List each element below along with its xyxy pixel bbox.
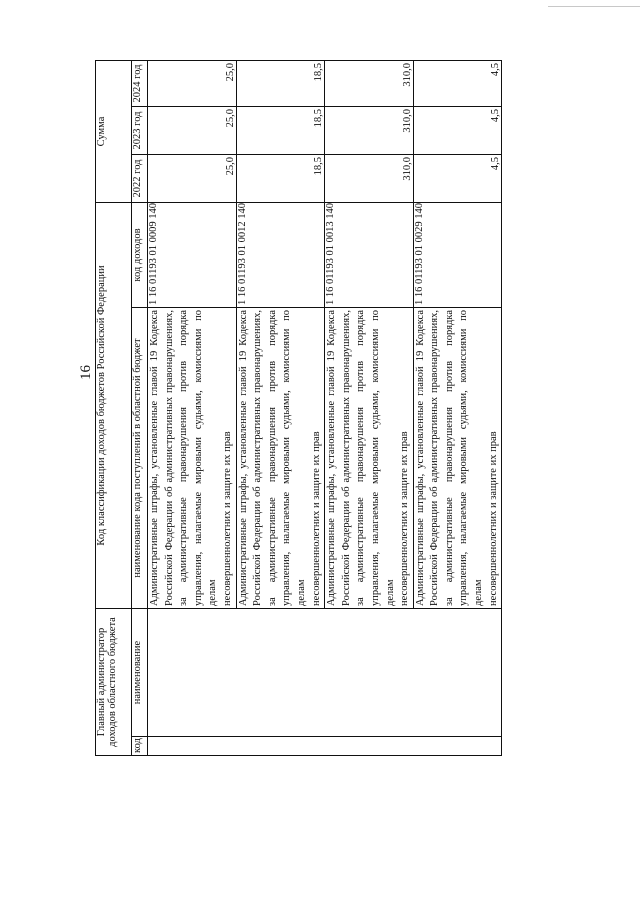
admin-name-cell (148, 609, 502, 737)
header-col-code: код (132, 737, 148, 756)
header-row-2 (132, 60, 148, 755)
table-row (148, 60, 237, 755)
amount-2023: 310,0 (325, 106, 414, 154)
header-classification-group: Код классификации доходов бюджетов Российской Федерации (96, 202, 132, 608)
amount-2022: 310,0 (325, 154, 414, 202)
amount-2024: 18,5 (236, 60, 325, 106)
row-description: Административные штрафы, установленные главой 19 Кодекса Российской Федерации об административных правонарушениях, за административные правонарушения против порядка управления, налагаемые мировыми судьями, комиссиями по делам несовершеннолетних и защите их прав (236, 308, 325, 609)
page-number: 16 (78, 365, 94, 380)
income-code: 1 16 01193 01 0009 140 (148, 202, 237, 307)
amount-2023: 25,0 (148, 106, 237, 154)
header-row-1 (96, 60, 132, 755)
amount-2024: 25,0 (148, 60, 237, 106)
header-col-name: наименование (132, 609, 148, 737)
income-code: 1 16 01193 01 0013 140 (325, 202, 414, 307)
header-col-2022: 2022 год (132, 154, 148, 202)
income-code: 1 16 01193 01 0029 140 (413, 202, 502, 307)
amount-2024: 310,0 (325, 60, 414, 106)
row-description: Административные штрафы, установленные главой 19 Кодекса Российской Федерации об административных правонарушениях, за административные правонарушения против порядка управления, налагаемые мировыми судьями, комиссиями по делам несовершеннолетних и защите их прав (148, 308, 237, 609)
header-col-income-code: код доходов (132, 202, 148, 307)
header-admin-group: Главный администратор доходов областного бюджета (96, 609, 132, 756)
header-col-2024: 2024 год (132, 60, 148, 106)
income-code: 1 16 01193 01 0012 140 (236, 202, 325, 307)
top-edge-line (548, 6, 640, 7)
amount-2024: 4,5 (413, 60, 502, 106)
rotated-page-content (95, 61, 640, 756)
amount-2022: 18,5 (236, 154, 325, 202)
header-col-income-name: наименование кода поступлений в областной бюджет (132, 308, 148, 609)
row-description: Административные штрафы, установленные главой 19 Кодекса Российской Федерации об административных правонарушениях, за административные правонарушения против порядка управления, налагаемые мировыми судьями, комиссиями по делам несовершеннолетних и защите их прав (413, 308, 502, 609)
amount-2022: 4,5 (413, 154, 502, 202)
header-sum-group: Сумма (96, 60, 132, 202)
amount-2022: 25,0 (148, 154, 237, 202)
income-classification-table (95, 60, 502, 756)
row-description: Административные штрафы, установленные главой 19 Кодекса Российской Федерации об административных правонарушениях, за административные правонарушения против порядка управления, налагаемые мировыми судьями, комиссиями по делам несовершеннолетних и защите их прав (325, 308, 414, 609)
header-col-2023: 2023 год (132, 106, 148, 154)
admin-code-cell (148, 737, 502, 756)
amount-2023: 4,5 (413, 106, 502, 154)
amount-2023: 18,5 (236, 106, 325, 154)
table-body (148, 60, 502, 755)
